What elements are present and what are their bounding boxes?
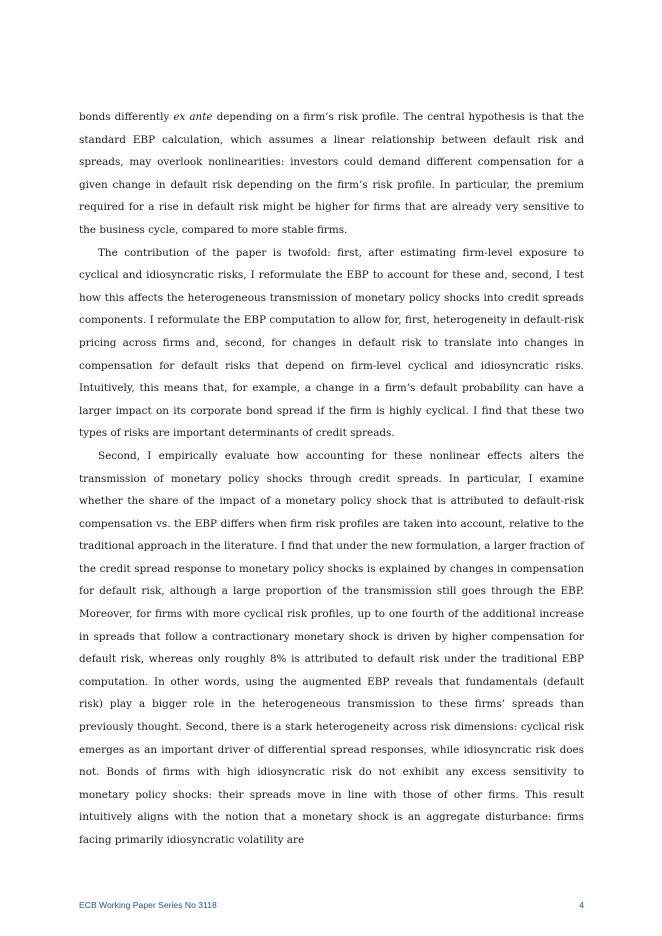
paragraph-1: bonds differently ex ante depending on a firm’s risk profile. The central hypothesis is that the standard EBP calculation, which assumes a linear relationship between default risk and spreads, may overlook nonlinearities: investors could demand different compensation for a given change in default risk depending on the firm’s risk profile. In particular, the premium required for a rise in default risk might be higher for firms that are already very sensitive to the business cycle, compared to more stable firms.	[79, 111, 585, 236]
paragraph-2: The contribution of the paper is twofold: first, after estimating firm-level exposure to cyclical and idiosyncratic risks, I reformulate the EBP to account for these and, second, I test how this affects the heterogeneous transmission of monetary policy shocks into credit spreads components. I reformulate the EBP computation to allow for, first, heterogeneity in default-risk pricing across firms and, second, for changes in default risk to translate into changes in compensation for default risks that depend on firm-level cyclical and idiosyncratic risks. Intuitively, this means that, for example, a change in a firm’s default probability can have a larger impact on its corporate bond spread if the firm is highly cyclical. I find that these two types of risks are important determinants of credit spreads.	[79, 246, 584, 440]
emphasis-ex-ante: ex ante	[173, 111, 213, 123]
paragraph-3: Second, I empirically evaluate how accounting for these nonlinear effects alters the transmission of monetary policy shocks through credit spreads. In particular, I examine whether the share of the impact of a monetary policy shock that is attributed to default-risk compensation vs. the EBP differs when firm risk profiles are taken into account, relative to the traditional approach in the literature. I find that under the new formulation, a larger fraction of the credit spread response to monetary policy shocks is explained by changes in compensation for default risk, although a large proportion of the transmission still goes through the EBP. Moreover, for firms with more cyclical risk profiles, up to one fourth of the additional increase in spreads that follow a contractionary monetary shock is driven by higher compensation for default risk, whereas only roughly 8% is attributed to default risk under the traditional EBP computation. In other words, using the augmented EBP reveals that fundamentals (default risk) play a bigger role in the heterogeneous transmission to these firms’ spreads than previously thought. Second, there is a stark heterogeneity across risk dimensions: cyclical risk emerges as an important driver of differential spread responses, while idiosyncratic risk does not. Bonds of firms with high idiosyncratic risk do not exhibit any excess sensitivity to monetary policy shocks: their spreads move in line with those of other firms. This result intuitively aligns with the notion that a monetary shock is an aggregate disturbance: firms facing primarily idiosyncratic volatility are	[79, 449, 584, 846]
body-text	[79, 106, 584, 852]
footer-series-title: ECB Working Paper Series No 3118	[79, 900, 217, 910]
page-number: 4	[579, 900, 584, 910]
